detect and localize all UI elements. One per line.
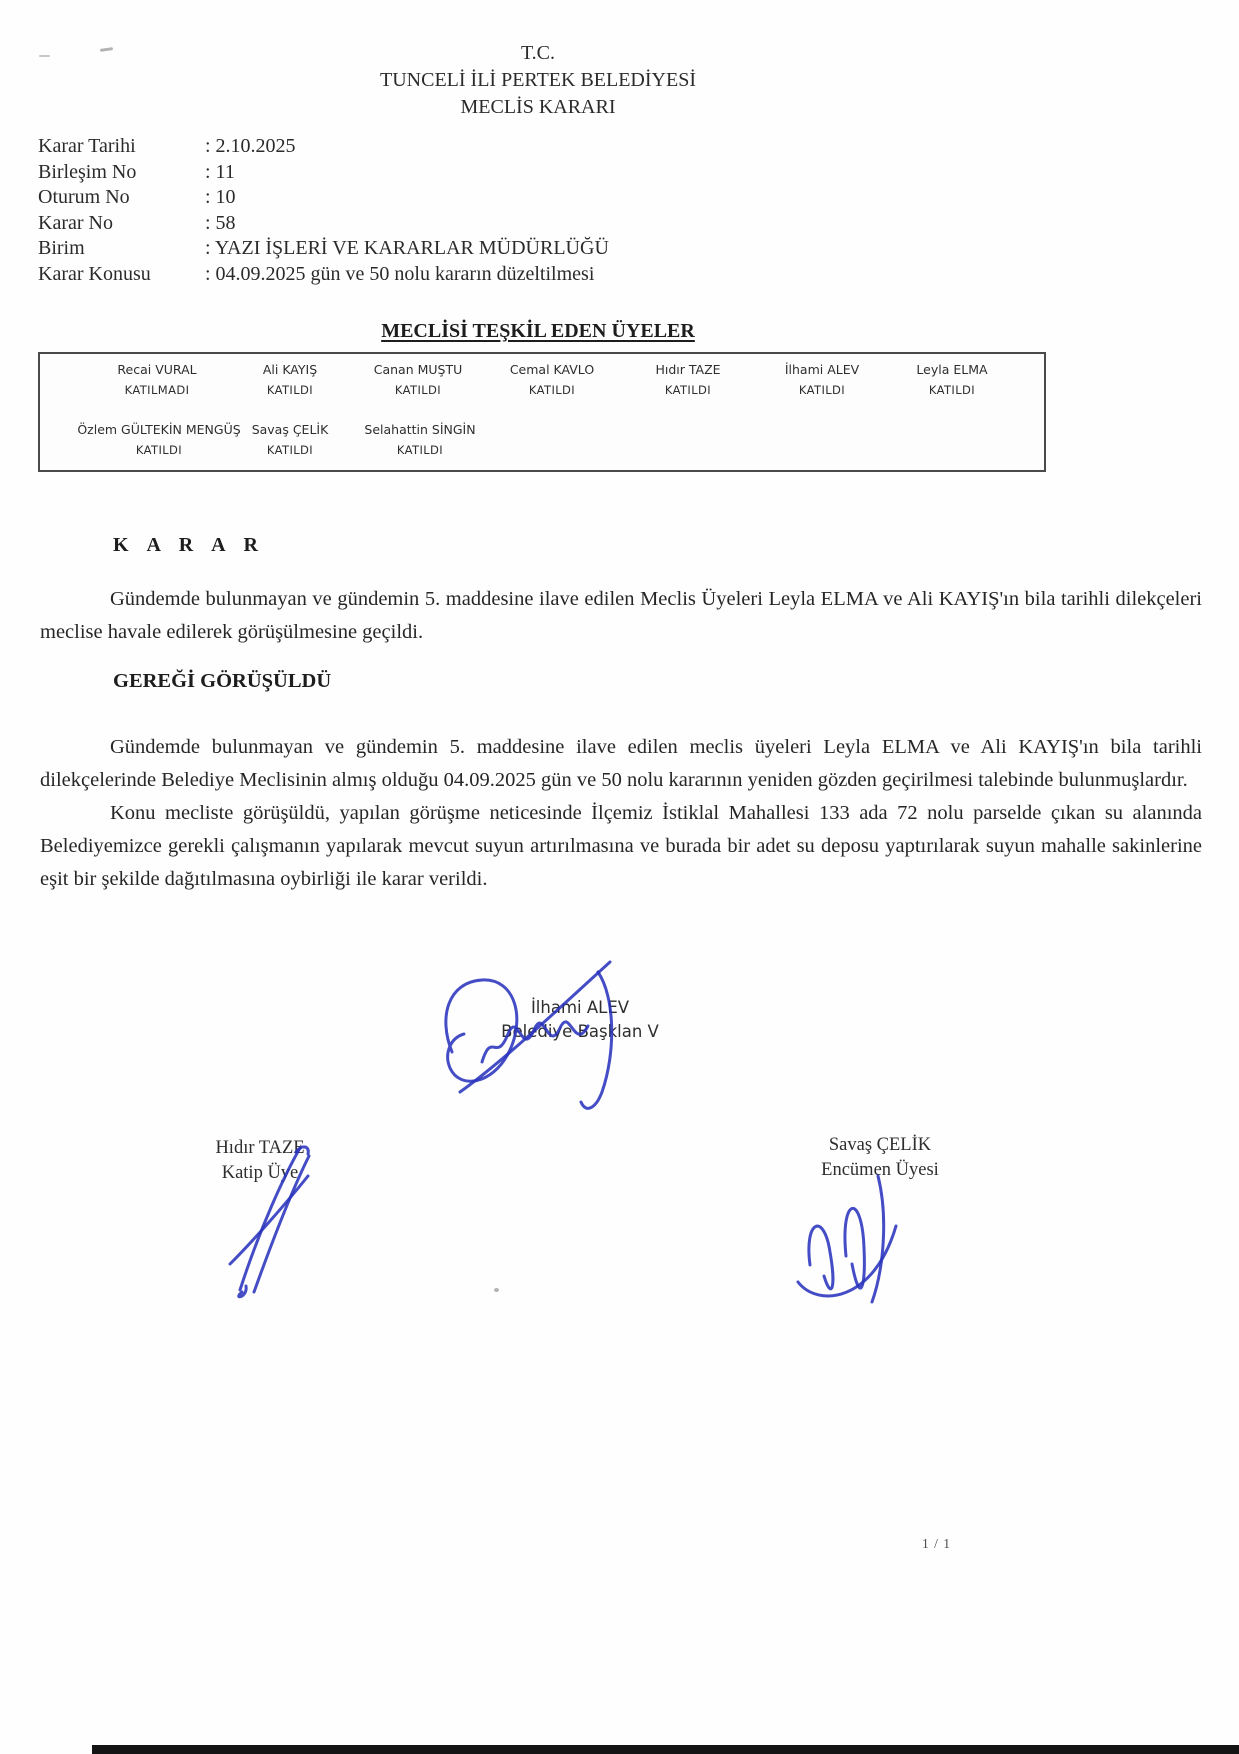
meta-value: : 11 (205, 160, 235, 183)
signature-block-clerk (160, 1136, 360, 1186)
member-name: Recai VURAL (117, 362, 197, 377)
geregi-gorusuldu-heading: GEREĞİ GÖRÜŞÜLDÜ (113, 670, 332, 692)
page-indicator: 1 / 1 (922, 1536, 952, 1551)
meta-row-karar-no (38, 211, 609, 237)
karar-paragraph (40, 583, 1202, 649)
decision-metadata (38, 134, 609, 287)
member-cell (252, 422, 329, 458)
meta-value: : 2.10.2025 (205, 135, 296, 157)
member-status: KATILDI (928, 383, 976, 397)
meta-value: : 58 (205, 211, 236, 234)
paragraph-text: Gündemde bulunmayan ve gündemin 5. maddesine ilave edilen meclis üyeleri Leyla ELMA ve Ali KAYIŞ'ın bila tarihli dilekçelerinde Belediye Meclisinin almış olduğu 04.09.2025 gün ve 50 nolu kararının yeniden gözden geçirilmesi talebinde bulunmuşlardır. (40, 736, 1202, 791)
member-status: KATILMADI (124, 383, 190, 397)
member-status: KATILDI (396, 443, 444, 457)
member-name: İlhami ALEV (784, 362, 860, 377)
member-name: Özlem GÜLTEKİN MENGÜŞ (77, 422, 241, 437)
signature-block-council-member (780, 1133, 980, 1183)
meta-value: : 10 (205, 186, 236, 208)
member-name: Hıdır TAZE (655, 362, 721, 377)
member-cell (510, 362, 594, 398)
signature-block-mayor (440, 996, 720, 1044)
meta-label: Oturum No (38, 186, 130, 208)
member-status: KATILDI (528, 383, 576, 397)
meta-value: : 04.09.2025 gün ve 50 nolu kararın düzeltilmesi (205, 262, 595, 285)
member-cell (916, 362, 987, 398)
member-status: KATILDI (266, 383, 314, 397)
signer-title: Encümen Üyesi (821, 1160, 939, 1180)
meta-label: Karar Konusu (38, 262, 151, 285)
member-status: KATILDI (135, 443, 183, 457)
karar-heading: K A R A R (113, 534, 265, 556)
member-name: Canan MUŞTU (373, 362, 463, 377)
member-status: KATILDI (394, 383, 442, 397)
scan-artifact (494, 1288, 499, 1292)
member-name: Savaş ÇELİK (251, 422, 329, 437)
member-cell (374, 362, 463, 398)
member-name: Ali KAYIŞ (262, 362, 318, 377)
header-republic: T.C. (520, 42, 556, 64)
member-status: KATILDI (798, 383, 846, 397)
document-header (0, 40, 1076, 121)
member-status: KATILDI (266, 443, 314, 457)
meta-row-birim (38, 236, 609, 262)
meta-label: Birim (38, 237, 85, 259)
signer-title: Katip Üye (221, 1163, 299, 1183)
paragraph-text: Konu mecliste görüşüldü, yapılan görüşme neticesinde İlçemiz İstiklal Mahallesi 133 ada 72 nolu parselde çıkan su alanında Belediyemizce gerekli çalışmanın yapılarak mevcut suyun artırılmasına ve burada bir adet su deposu yaptırılarak suyun mahalle sakinlerine eşit bir şekilde dağıtılmasına oybirliği ile karar verildi. (40, 802, 1202, 890)
meta-value: : YAZI İŞLERİ VE KARARLAR MÜDÜRLÜĞÜ (205, 237, 609, 259)
member-cell (785, 362, 859, 398)
meta-label: Karar Tarihi (38, 135, 136, 157)
header-municipality: TUNCELİ İLİ PERTEK BELEDİYESİ (380, 69, 696, 91)
paragraph-text: Gündemde bulunmayan ve gündemin 5. maddesine ilave edilen Meclis Üyeleri Leyla ELMA ve Ali KAYIŞ'ın bila tarihli dilekçeleri meclise havale edilerek görüşülmesine geçildi. (40, 588, 1202, 643)
member-status: KATILDI (664, 383, 712, 397)
members-title-text: MECLİSİ TEŞKİL EDEN ÜYELER (381, 320, 695, 342)
member-cell (117, 362, 196, 398)
meta-row-oturum-no (38, 185, 609, 211)
signer-name: Hıdır TAZE (215, 1138, 305, 1158)
member-cell (655, 362, 720, 398)
meta-label: Birleşim No (38, 160, 137, 183)
signer-name: İlhami ALEV (530, 998, 630, 1017)
meta-row-karar-tarihi (38, 134, 609, 160)
scan-edge-artifact (92, 1745, 1239, 1754)
members-table-title (0, 320, 1076, 343)
meta-row-birlesim-no (38, 160, 609, 186)
member-name: Cemal KAVLO (509, 362, 595, 377)
signature-ink-council-member (790, 1160, 920, 1315)
meta-label: Karar No (38, 211, 113, 234)
member-cell (263, 362, 317, 398)
signer-name: Savaş ÇELİK (828, 1135, 932, 1155)
member-name: Leyla ELMA (916, 362, 988, 377)
member-cell (364, 422, 475, 458)
members-table (38, 352, 1046, 472)
signer-title: Belediye Başklan V (501, 1022, 659, 1041)
geregi-paragraphs (40, 731, 1202, 896)
meta-row-karar-konusu (38, 262, 609, 288)
member-cell (77, 422, 240, 458)
member-name: Selahattin SİNGİN (364, 422, 476, 437)
header-doc-type: MECLİS KARARI (460, 96, 616, 118)
